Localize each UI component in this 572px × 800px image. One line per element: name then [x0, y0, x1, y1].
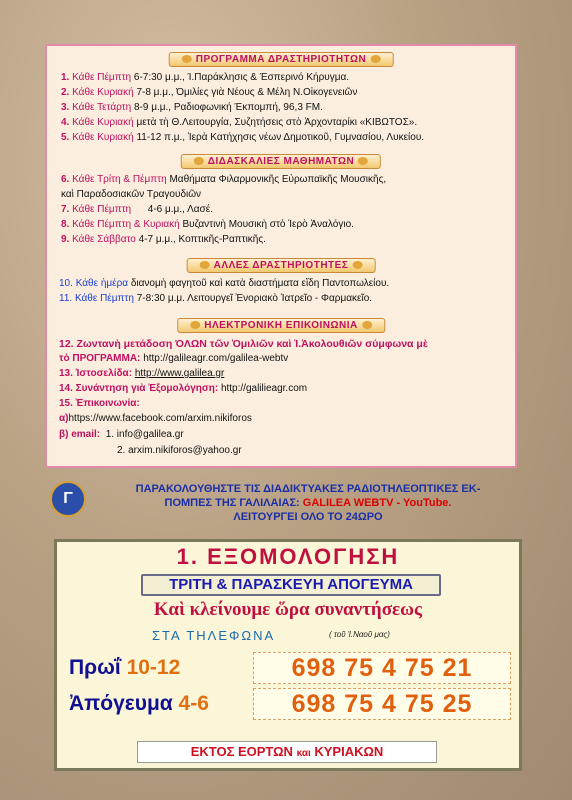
- angel-left-icon: [190, 321, 200, 329]
- electronic-item-12-url: τὸ ΠΡΟΓΡΑΜΜΑ: http://galileagr.com/galilea-webtv: [59, 353, 289, 364]
- lessons-item-9: 9. Κάθε Σάββατο 4-7 μ.μ., Κοπτικῆς-Ραπτικῆς.: [61, 234, 266, 245]
- angel-right-icon: [358, 157, 368, 165]
- angel-left-icon: [182, 55, 192, 63]
- electronic-item-15: 15. Ἐπικοινωνία:: [59, 398, 140, 409]
- angel-right-icon: [370, 55, 380, 63]
- phone-number-1[interactable]: 698 75 4 75 21: [253, 652, 511, 684]
- phones-note: ( τοῦ Ἱ.Ναοῦ μας): [329, 630, 390, 639]
- website-link[interactable]: http://www.galilea.gr: [134, 368, 225, 379]
- appointment-text: Καὶ κλείνουμε ὥρα συναντήσεως: [153, 599, 423, 620]
- lessons-item-7: 7. Κάθε Πέμπτη 4-6 μ.μ., Λασέ.: [61, 204, 213, 215]
- angel-right-icon: [362, 321, 372, 329]
- angel-right-icon: [352, 261, 362, 269]
- facebook-line: α)https://www.facebook.com/arxim.nikiforos: [59, 413, 252, 424]
- stream-line-2: ΠΟΜΠΕΣ ΤΗΣ ΓΑΛΙΛΑΙΑΣ: GALILEA WEBTV - YouTube.: [164, 497, 452, 509]
- church-logo: Γ: [50, 481, 86, 517]
- electronic-item-13: 13. Ἰστοσελίδα: http://www.galilea.gr: [59, 368, 225, 379]
- other-banner: ΑΛΛΕΣ ΔΡΑΣΤΗΡΙΟΤΗΤΕΣ: [187, 258, 376, 273]
- lessons-item-6-cont: καὶ Παραδοσιακῶν Τραγουδιῶν: [61, 189, 202, 200]
- confession-title: 1. ΕΞΟΜΟΛΟΓΗΣΗ: [176, 544, 400, 569]
- confession-panel: [54, 539, 522, 771]
- program-item-4: 4. Κάθε Κυριακή μετὰ τὴ Θ.Λειτουργία, Συζητήσεις στὸ Ἀρχονταρίκι «ΚΙΒΩΤΟΣ».: [61, 117, 418, 128]
- lessons-item-8: 8. Κάθε Πέμπτη & Κυριακή Βυζαντινὴ Μουσικὴ στὸ Ἱερὸ Ἀναλόγιο.: [61, 219, 354, 230]
- email-line-1: β) email: 1. info@galilea.gr: [59, 429, 184, 440]
- phones-header: ΣΤΑ ΤΗΛΕΦΩΝΑ: [152, 628, 276, 643]
- other-item-10: 10. Κάθε ἡμέρα διανομὴ φαγητοῦ καὶ κατὰ διαστήματα εἴδη Παντοπωλείου.: [59, 278, 390, 289]
- angel-left-icon: [200, 261, 210, 269]
- facebook-link[interactable]: https://www.facebook.com/arxim.nikiforos: [68, 413, 252, 424]
- electronic-banner: ΗΛΕΚΤΡΟΝΙΚΗ ΕΠΙΚΟΙΝΩΝΙΑ: [177, 318, 385, 333]
- program-item-1: 1. Κάθε Πέμπτη 6-7:30 μ.μ., Ί.Παράκλησις & Έσπερινό Κήρυγμα.: [61, 72, 350, 83]
- program-item-5: 5. Κάθε Κυριακή 11-12 π.μ., Ἱερὰ Κατήχησις νέων Δημοτικοῦ, Γυμνασίου, Λυκείου.: [61, 132, 425, 143]
- program-item-3: 3. Κάθε Τετάρτη 8-9 μ.μ., Ραδιοφωνική Έκπομπή, 96,3 FM.: [61, 102, 323, 113]
- stream-notice: [96, 482, 520, 524]
- stream-line-1: ΠΑΡΑΚΟΛΟΥΘΗΣΤΕ ΤΙΣ ΔΙΑΔΙΚΤΥΑΚΕΣ ΡΑΔΙΟΤΗΛΕΟΠΤΙΚΕΣ ΕΚ-: [135, 483, 481, 495]
- lessons-item-6: 6. Κάθε Τρίτη & Πέμπτη Μαθήματα Φιλαρμονικῆς Εὐρωπαϊκῆς Μουσικῆς,: [61, 174, 387, 185]
- electronic-item-14: 14. Συνάντηση γιὰ Ἐξομολόγηση: http://galilieagr.com: [59, 383, 308, 394]
- confession-days: ΤΡΙΤΗ & ΠΑΡΑΣΚΕΥΗ ΑΠΟΓΕΥΜΑ: [141, 574, 441, 596]
- webtv-link[interactable]: http://galileagr.com/galilea-webtv: [143, 353, 289, 364]
- electronic-item-12: 12. Ζωντανὴ μετάδοση ΌΛΩΝ τῶν Ὁμιλιῶν καὶ Ἱ.Ἀκολουθιῶν σύμφωνα μὲ: [59, 338, 428, 350]
- exception-notice: ΕΚΤΟΣ ΕΟΡΤΩΝ και ΚΥΡΙΑΚΩΝ: [137, 741, 437, 763]
- angel-left-icon: [194, 157, 204, 165]
- confession-link[interactable]: http://galilieagr.com: [220, 383, 308, 394]
- phone-number-2[interactable]: 698 75 4 75 25: [253, 688, 511, 720]
- email-link-1[interactable]: 1. info@galilea.gr: [105, 429, 184, 440]
- program-banner: ΠΡΟΓΡΑΜΜΑ ΔΡΑΣΤΗΡΙΟΤΗΤΩΝ: [169, 52, 394, 67]
- program-item-2: 2. Κάθε Κυριακή 7-8 μ.μ., Όμιλίες γιὰ Νέους & Μέλη Ν.Οἰκογενειῶν: [61, 87, 358, 98]
- email-line-2[interactable]: 2. arxim.nikiforos@yahoo.gr: [117, 445, 242, 456]
- morning-hours: Πρωΐ 10-12: [69, 656, 181, 679]
- other-item-11: 11. Κάθε Πέμπτη 7-8:30 μ.μ. Λειτουργεῖ Ἐνοριακὸ Ἰατρεῖο - Φαρμακεῖο.: [59, 293, 373, 304]
- afternoon-hours: Ἀπόγευμα 4-6: [69, 692, 209, 715]
- lessons-banner: ΔΙΔΑΣΚΑΛΙΕΣ ΜΑΘΗΜΑΤΩΝ: [181, 154, 381, 169]
- stream-line-3: ΛΕΙΤΟΥΡΓΕΙ ΟΛΟ ΤΟ 24ΩΡΟ: [233, 511, 383, 523]
- activities-card: [45, 44, 517, 468]
